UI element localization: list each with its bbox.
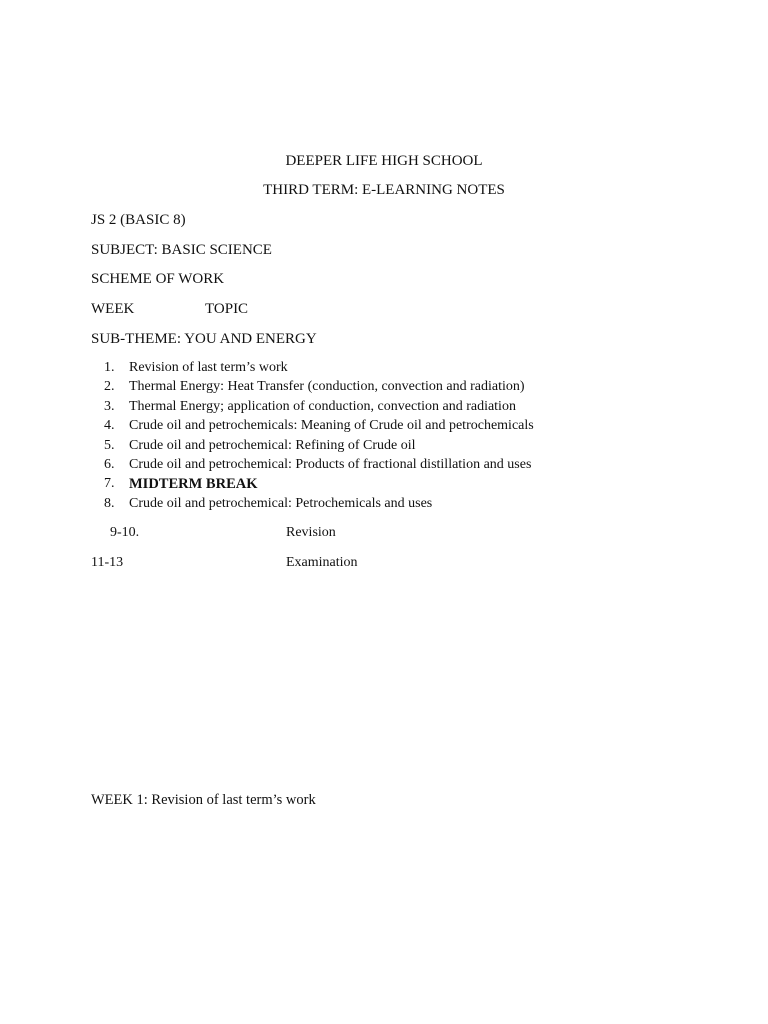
sub-theme: SUB-THEME: YOU AND ENERGY xyxy=(91,331,317,347)
topic-text: Crude oil and petrochemical: Products of fractional distillation and uses xyxy=(129,456,532,472)
topic-number: 2. xyxy=(104,379,115,395)
week1-heading: WEEK 1: Revision of last term’s work xyxy=(91,792,316,808)
topic-number: 5. xyxy=(104,437,115,453)
topic-number: 6. xyxy=(104,456,115,472)
topic-number: 3. xyxy=(104,398,115,414)
midterm-break-label: MIDTERM BREAK xyxy=(129,476,258,493)
week-range: 9-10. xyxy=(110,525,140,540)
subject-label: SUBJECT: BASIC SCIENCE xyxy=(91,242,272,258)
school-name: DEEPER LIFE HIGH SCHOOL xyxy=(285,153,483,169)
class-label: JS 2 (BASIC 8) xyxy=(91,212,186,228)
topic-text: Crude oil and petrochemical: Petrochemicals and uses xyxy=(129,495,433,511)
topic-number: 4. xyxy=(104,418,115,434)
term-title: THIRD TERM: E-LEARNING NOTES xyxy=(263,182,505,198)
topic-text: Crude oil and petrochemicals: Meaning of Crude oil and petrochemicals xyxy=(129,418,534,434)
week-range: 11-13 xyxy=(91,555,124,570)
topic-text: Crude oil and petrochemical: Refining of Crude oil xyxy=(129,437,416,453)
topic-text: Revision of last term’s work xyxy=(129,360,288,375)
topic-number: 8. xyxy=(104,495,115,511)
topic-number: 1. xyxy=(104,360,115,375)
week-topic: Revision xyxy=(286,525,336,540)
topic-text: Thermal Energy: Heat Transfer (conduction, convection and radiation) xyxy=(129,379,525,395)
scheme-heading: SCHEME OF WORK xyxy=(91,271,225,287)
topic-column-header: TOPIC xyxy=(205,301,249,317)
topic-number: 7. xyxy=(104,476,115,492)
week-topic: Examination xyxy=(286,555,358,570)
week-column-header: WEEK xyxy=(91,301,135,317)
topic-text: Thermal Energy; application of conduction, convection and radiation xyxy=(129,398,516,414)
